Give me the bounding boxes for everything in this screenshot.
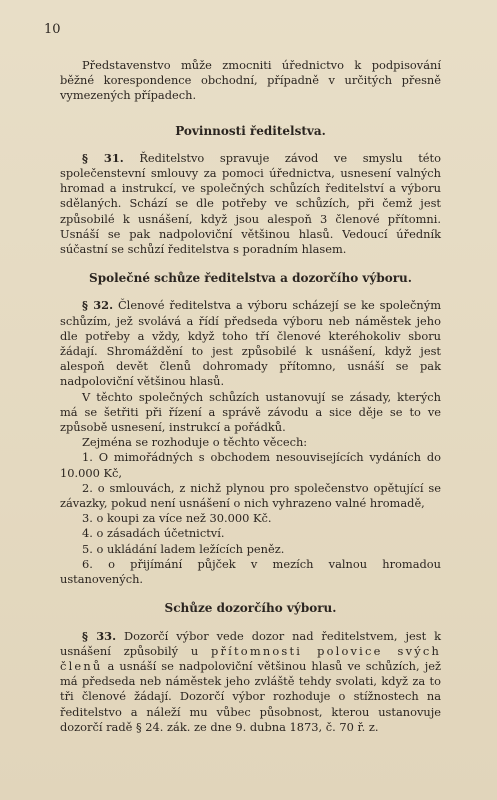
section-33-text-a: Dozorčí výbor vede dozor nad ředitelstvem, jest k usnášení způsobilý u bbox=[60, 628, 441, 658]
section-33-text-b: a usnáší se nadpoloviční většinou hlasů ve schůzích, jež má předseda neb náměstek jeho zvláště tehdy svolati, když za to tři členové žádají. Dozorčí výbor rozhoduje o stížnostech na ředitelstvo a náleží mu vůbec působnost, kterou ustanovuje dozorčí radě § 24. zák. ze dne 9. dubna 1873, č. 70 ř. z. bbox=[60, 658, 441, 734]
list-item: 3. o koupi za více než 30.000 Kč. bbox=[82, 511, 272, 526]
list-item: 4. o zásadách účetnictví. bbox=[82, 526, 225, 541]
heading-joint-meetings: Společné schůze ředitelstva a dozorčího výboru. bbox=[89, 271, 412, 286]
list-item: 2. o smlouvách, z nichž plynou pro společenstvo opětující se závazky, pokud není usnášení o nich vyhrazeno valné hromadě, bbox=[60, 480, 441, 511]
page-content bbox=[60, 58, 441, 735]
list-item: 5. o ukládání ladem ležících peněz. bbox=[82, 541, 285, 556]
list-item: 1. O mimořádných s obchodem nesouvisejících vydáních do 10.000 Kč, bbox=[60, 450, 441, 480]
page-number: 10 bbox=[44, 22, 61, 37]
section-32-para2: V těchto společných schůzích ustanovují se zásady, kterých má se šetřiti při řízení a správě závodu a sice děje se to ve způsobě usnesení, instrukcí a pořádků. bbox=[60, 389, 441, 435]
section-33-paragraph bbox=[60, 629, 441, 735]
list-item: 6. o přijímání půjček v mezích valnou hromadou ustanovených. bbox=[60, 556, 441, 587]
section-31-text: Ředitelstvo spravuje závod ve smyslu této společenstevní smlouvy za pomoci úřednictva, usnesení valných hromad a instrukcí, ve společných schůzích ředitelství a výboru sdělaných. Schází se dle potřeby ve schůzích, při čemž jest způsobilé k usnášení, když jsou alespoň 3 členové přítomni. Usnáší se pak nadpoloviční většinou hlasů. Vedoucí úředník súčastní se schůzí ředitelstva s poradním hlasem. bbox=[60, 150, 441, 257]
section-33-spaced-text: přítomnosti polovice svých členů bbox=[60, 643, 441, 673]
section-32-text: Členové ředitelstva a výboru scházejí se ke společným schůzím, jež svolává a řídí předseda výboru neb náměstek jeho dle potřeby a vždy, když toho tří členové kteréhokoliv sboru žádají. Shromáždění to jest způsobilé k usnášení, když jest alespoň devět členů dohromady přítomno, usnáší se pak nadpoloviční většinou hlasů. bbox=[60, 298, 442, 389]
intro-paragraph: Představenstvo může zmocniti úřednictvo k podpisování běžné korespondence obchodní, případně v určitých přesně vymezených případech. bbox=[60, 58, 441, 103]
heading-duties: Povinnosti ředitelstva. bbox=[175, 123, 326, 138]
section-31-paragraph bbox=[60, 151, 441, 257]
section-32-para3: Zejména se rozhoduje o těchto věcech: bbox=[82, 435, 308, 450]
section-32-number: § 32. bbox=[82, 298, 114, 313]
section-33-number: § 33. bbox=[82, 628, 117, 643]
section-31-number: § 31. bbox=[82, 150, 124, 165]
section-32-paragraph bbox=[60, 298, 441, 389]
heading-board-meetings: Schůze dozorčího výboru. bbox=[164, 601, 337, 616]
